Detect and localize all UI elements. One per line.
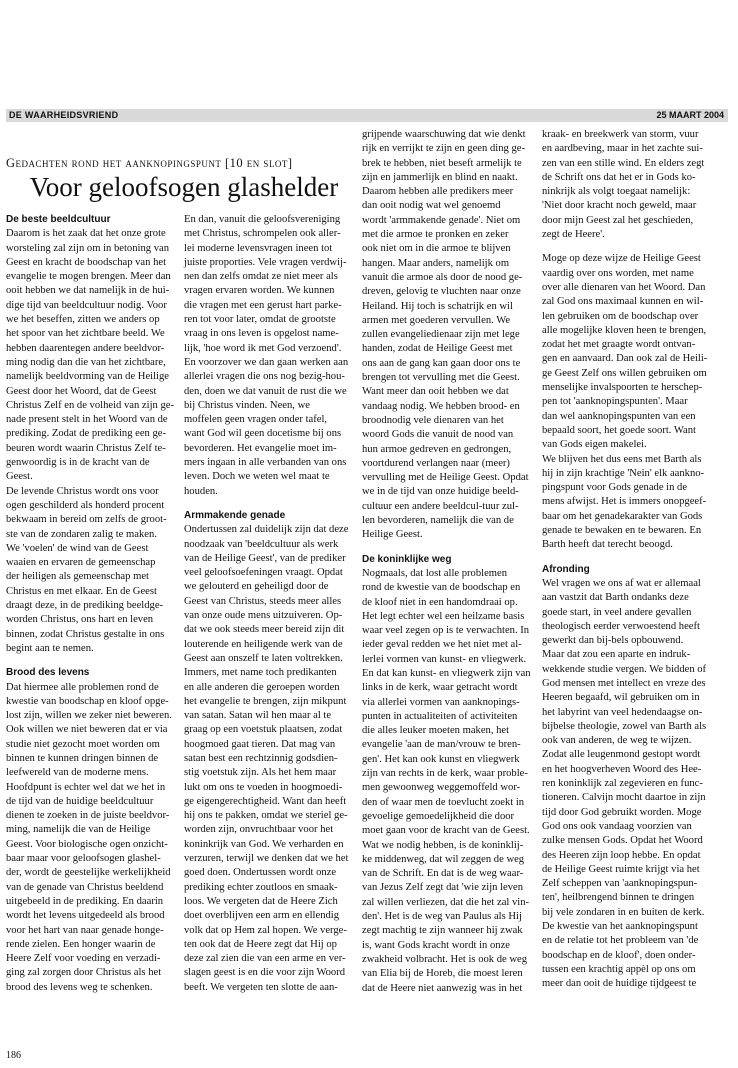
text-line: zal willen verliezen, dat die het zal vin-	[362, 896, 530, 908]
text-line: want God wil geen docetisme bij ons	[184, 428, 342, 440]
text-line: nen dan zelfs omdat ze niet meer als	[184, 271, 338, 283]
text-line: vragen ervaren worden. We kunnen	[184, 285, 335, 297]
text-line: zwakheid volbracht. Het is ook de weg	[362, 953, 528, 965]
text-line: gen'. Het kan ook kunst en vliegwerk	[362, 753, 520, 765]
paragraph	[362, 128, 540, 543]
text-line: den'. Het is de weg van Paulus als Hij	[362, 911, 522, 923]
text-line: alle mogelijke kloven heen te brengen,	[542, 324, 707, 336]
text-line: baar maar voor geloofsogen glashel-	[6, 853, 161, 865]
text-line: noodzaak van 'beeldcultuur als werk	[184, 538, 339, 550]
text-line: bij Christus vinden. Neen, we	[184, 399, 310, 411]
text-line: Heiland. Hij toch is schatrijk en wil	[362, 300, 513, 312]
text-line: ooit hebben we dat namelijk in de hui-	[6, 285, 170, 297]
text-line: tioneren. Calvijn mocht daartoe in zijn	[542, 792, 706, 804]
paragraph	[542, 453, 732, 553]
text-line: ieder geval redden we het niet met al-	[362, 639, 522, 651]
text-line: den, doen we dat vanuit de rust die we	[184, 385, 347, 397]
text-line: lijk, 'hoe word ik met God verzoend'.	[184, 342, 342, 354]
column-1	[6, 213, 178, 995]
text-line: Moge op deze wijze de Heilige Geest	[542, 253, 701, 265]
text-line: bekwaam in bereid om zelfs de groot-	[6, 514, 167, 526]
text-line: en alle anderen die geroepen worden	[184, 681, 340, 693]
text-line: voor het hart van naar genade honge-	[6, 924, 164, 936]
text-line: Het legt echter wel een heilzame basis	[362, 610, 525, 622]
text-line: pingspunt voor Gods genade in de	[542, 482, 688, 494]
text-line: prediking echter zoutloos en smaak-	[184, 881, 338, 893]
text-line: met die armoe te pronken en zeker	[362, 229, 509, 241]
text-line: Heilige Geest.	[362, 529, 423, 541]
text-line: van onze oude mens uitzuiveren. Op-	[184, 610, 343, 622]
text-line: hij ons te pakken, omdat we steriel ge-	[184, 810, 348, 822]
text-line: evangelie te mogen brengen. Meer dan	[6, 271, 171, 283]
text-line: zegt machtig te zijn wanneer hij zwak	[362, 925, 523, 937]
masthead-bar	[6, 109, 728, 122]
subheading-beste-beeldcultuur: De beste beeldcultuur	[6, 214, 111, 225]
text-line: grijpende waarschuwing dat wie denkt	[362, 129, 526, 140]
column-3	[362, 128, 540, 996]
text-line: Geest.	[6, 471, 33, 483]
text-line: We 'voelen' de wind van de Geest	[6, 542, 149, 554]
text-line: wordt het levens uitgedeeld als brood	[6, 910, 165, 922]
paragraph	[6, 681, 178, 996]
paragraph	[184, 523, 360, 995]
text-line: den of waar men de toevlucht zoekt in	[362, 796, 525, 808]
text-line: brengen tot vervulling met die Geest.	[362, 372, 520, 384]
text-line: mers ingaan in alle verbanden van ons	[184, 457, 347, 469]
text-line: ming nodig dan die van het zichtbare,	[6, 356, 166, 368]
text-line: we het beseffen, zitten we anders op	[6, 314, 160, 326]
paragraph	[6, 485, 178, 657]
text-line: pen tot 'aanknopingspunten'. Maar	[542, 396, 688, 408]
text-line: is, want Gods kracht wordt in onze	[362, 939, 510, 951]
text-line: Ook willen we niet beweren dat er via	[6, 724, 168, 736]
text-line: we gelouterd en geheiligd door de	[184, 581, 329, 593]
text-line: Wel vragen we ons af wat er allemaal	[542, 577, 701, 589]
text-line: genade te bewaken en te bewaren. En	[542, 525, 702, 537]
text-line: zullen evangeliedienaar zijn met lege	[362, 329, 520, 341]
text-line: Barth heeft dat terecht beoogd.	[542, 539, 673, 551]
text-line: de tijd van de huidige beeldcultuur	[6, 795, 154, 807]
text-line: gen en aanvaard. Dan ook zal de Heili-	[542, 353, 708, 365]
paragraph	[542, 577, 732, 992]
text-line: Zodat alle leugenmond gestopt wordt	[542, 749, 701, 761]
text-line: stig voetstuk zijn. Als het hem maar	[184, 767, 337, 779]
text-line: leefwereld van de moderne mens.	[6, 767, 149, 779]
text-line: nade present stelt in het Woord van de	[6, 414, 168, 426]
text-line: die vragen met een gerust hart parke-	[184, 299, 342, 311]
text-line: allerlei vragen die ons nog bezig-hou-	[184, 371, 345, 383]
text-line: wordt 'armmakende genade'. Niet om	[362, 214, 521, 226]
text-line: binnen te kunnen dringen binnen de	[6, 752, 159, 764]
text-line: bevorderen. Het evangelie moet im-	[184, 442, 337, 454]
text-line: der, wordt de geestelijke werkelijkheid	[6, 867, 171, 879]
text-line: vanuit die armoe als door de nood ge-	[362, 271, 523, 283]
text-line: de Heilige Geest ruimte krijgt via het	[542, 863, 700, 875]
text-line: God ons ook vandaag voorzien van	[542, 820, 692, 832]
text-line: goede start, in veel andere gevallen	[542, 606, 692, 618]
text-line: Geest door het Woord, dat de Geest	[6, 385, 157, 397]
text-line: door mijn Geest zal het geschieden,	[542, 214, 694, 226]
text-line: Christus Zelf en de volheid van zijn ge-	[6, 399, 174, 411]
text-line: kwestie van boodschap en kloof opge-	[6, 695, 169, 707]
text-line: zijn van rechts in de kerk, waar proble-	[362, 768, 528, 780]
text-line: En dan, vanuit die geloofsvereniging	[184, 214, 341, 225]
text-line: ons aan de gang kan gaan door ons te	[362, 357, 521, 369]
text-line: lukt om ons te voeden in hoogmoedi-	[184, 781, 343, 793]
text-line: over alle dienaren van het Woord. Dan	[542, 281, 706, 293]
text-line: van de genade van Christus beeldend	[6, 881, 164, 893]
text-line: veel geloofsoefeningen vraagt. Opdat	[184, 567, 343, 579]
text-line: ook niet om in die armoe te blijven	[362, 243, 511, 255]
column-2	[184, 213, 360, 995]
text-line: de kloof niet in een handomdraai op.	[362, 596, 518, 608]
paragraph	[184, 213, 360, 499]
text-line: God mensen met intellect en vreze des	[542, 677, 706, 689]
text-line: genwoordig is in de kracht van de	[6, 457, 150, 469]
text-line: dienen te zoeken in de juiste beeldvor-	[6, 810, 170, 822]
text-line: hangen. Maar anders, namelijk om	[362, 257, 510, 269]
text-line: woord Gods die vanuit de nood van	[362, 429, 514, 441]
article-title: Voor geloofsogen glashelder	[29, 172, 339, 202]
text-line: ge eigengerechtigheid. Want dan heeft	[184, 795, 347, 807]
text-line: dan ooit nodig wat wel genoemd	[362, 200, 501, 212]
paragraph	[542, 128, 732, 242]
text-line: ging zal zorgen door Christus als het	[6, 967, 162, 979]
text-line: len gebruiken om de boodschap over	[542, 310, 699, 322]
text-line: bepaald soort, het goede soort. Want	[542, 424, 696, 436]
text-line: hebben daarentegen andere beeldvor-	[6, 342, 165, 354]
subheading-armmakende-genade: Armmakende genade	[184, 509, 286, 521]
text-line: het labyrint van veel hedendaagse on-	[542, 706, 703, 718]
text-line: vervulling met de Heilige Geest. Opdat	[362, 472, 529, 484]
text-line: En voorzover we dan gaan werken aan	[184, 356, 349, 368]
text-line: De levende Christus wordt ons voor	[6, 485, 159, 497]
text-line: loos. We vergeten dat de Heere Zich	[184, 895, 338, 907]
text-line: Daarom hebben alle predikers meer	[362, 186, 514, 198]
text-line: der heiligen als gemeenschap met	[6, 571, 149, 583]
text-line: en aardbeving, maar in het zachte sui-	[542, 143, 703, 155]
text-line: zodat het met graagte wordt ontvan-	[542, 339, 696, 351]
publication-name: DE WAARHEIDSVRIEND	[9, 110, 119, 120]
text-line: Dat hiermee alle problemen rond de	[6, 681, 159, 693]
text-line: zulke mensen Gods. Opdat het Woord	[542, 835, 703, 847]
text-line: prediking. Zodat de prediking een ge-	[6, 428, 167, 440]
text-line: satan best een rechtzinnig godsdien-	[184, 752, 338, 764]
text-line: Christus en met elkaar. En de Geest	[6, 585, 157, 597]
text-line: Wat we nodig hebben, is de koninklij-	[362, 839, 524, 851]
text-line: Heere Zelf voor voeding en verzadi-	[6, 953, 161, 965]
text-line: dige tijd van beeldcultuur nodig. Voor	[6, 299, 167, 311]
text-line: voortdurend verlangen naar (meer)	[362, 457, 510, 469]
text-line: boodschap en de kloof', doen onder-	[542, 949, 696, 961]
text-line: kraak- en breekwerk van storm, vuur	[542, 129, 699, 140]
text-line: zijn en jammerlijk en blind en naakt.	[362, 171, 518, 183]
text-line: Nogmaals, dat lost alle problemen	[362, 567, 508, 579]
text-line: het evangelie te brengen, zijn mikpunt	[184, 695, 347, 707]
text-line: De kwestie van het aanknopingspunt	[542, 921, 698, 933]
text-line: hoogmoed gaat tieren. Dat mag van	[184, 738, 336, 750]
text-line: gewerkt dan bij-bels opbouwend.	[542, 635, 684, 647]
text-line: worsteling zal zijn om in betoning van	[6, 242, 169, 254]
text-line: Geest. Voor biologische ogen onzicht-	[6, 838, 168, 850]
text-line: ren koninklijk zal zegevieren en func-	[542, 778, 703, 790]
subheading-brood-des-levens: Brood des levens	[6, 667, 90, 679]
text-line: broodnodig vele dienaren van het	[362, 414, 504, 426]
text-line: cultuur een andere beeldcul-tuur zul-	[362, 500, 519, 512]
text-line: volk dat op Hem zal hopen. We verge-	[184, 924, 347, 936]
text-line: Zelf scheppen van 'aanknopingspun-	[542, 878, 698, 890]
text-line: dat we ook steeds meer bereid zijn dit	[184, 624, 345, 636]
text-line: uitgebeeld in de prediking. En daarin	[6, 895, 164, 907]
text-line: handen, zodat de Heilige Geest met	[362, 343, 513, 355]
text-line: gevoelige gemoedelijkheid die door	[362, 810, 515, 822]
text-line: houden.	[184, 485, 218, 497]
paragraph	[6, 227, 178, 484]
column-4	[542, 128, 732, 992]
text-line: ren tot voor later, omdat de grootste	[184, 314, 336, 326]
article-kicker: Gedachten rond het aanknopingspunt [10 en slot]	[6, 156, 293, 170]
text-line: armen met goederen vervullen. We	[362, 314, 511, 326]
text-line: hij in zijn krachtige 'Nein' elk aankno-	[542, 467, 705, 479]
text-line: Want meer dan ooit hebben we dat	[362, 386, 509, 398]
text-line: bijbelse theologie, zowel van Barth als	[542, 720, 707, 732]
text-line: waar veel zegen op is te verwachten. In	[362, 625, 530, 637]
text-line: men gewoonweg weggemoffeld wor-	[362, 782, 521, 794]
paragraph	[542, 252, 732, 452]
subheading-afronding: Afronding	[542, 563, 590, 575]
text-line: ook van anderen, de weg te wijzen.	[542, 735, 692, 747]
text-line: ten ook dat de Heere zegt dat Hij op	[184, 938, 337, 950]
text-line: en de relatie tot het probleem van 'de	[542, 935, 699, 947]
text-line: die alles leuker moeten maken, het	[362, 725, 510, 737]
text-line: Heeren begaafd, wil gebruiken om in	[542, 692, 700, 704]
text-line: Daarom is het zaak dat het onze grote	[6, 228, 166, 240]
text-line: lerlei vormen van kunst- en vliegwerk.	[362, 653, 527, 665]
text-line: len bevorderen, namelijk die van de	[362, 515, 514, 527]
text-line: Geest aan onszelf te laten voltrekken.	[184, 652, 343, 664]
text-line: deze zal zien die van een arme en ver-	[184, 953, 346, 965]
text-line: van Elia bij de Horeb, die moest leren	[362, 968, 523, 980]
text-line: aan vastzit dat Barth ondanks deze	[542, 592, 689, 604]
text-line: lei moderne levensvragen ineen tot	[184, 242, 333, 254]
text-line: moet gaan voor de kracht van de Geest.	[362, 825, 530, 837]
text-line: ogen geschilderd als honderd procent	[6, 499, 165, 511]
text-line: graag op een voetstuk plaatsen, zodat	[184, 724, 343, 736]
text-line: worden Christus, ons hart en leven	[6, 614, 154, 626]
text-line: bij vele zondaren in en buiten de kerk.	[542, 906, 705, 918]
text-line: rond de kwestie van de boodschap en	[362, 582, 521, 594]
text-line: begint aan te nemen.	[6, 642, 94, 654]
text-line: brek te hebben, niet beseft armelijk te	[362, 157, 522, 169]
issue-date: 25 MAART 2004	[656, 110, 724, 120]
text-line: lost zijn, willen we zeker niet beweren.	[6, 710, 172, 722]
text-line: koninkrijk van God. We verharden en	[184, 838, 344, 850]
text-line: meer dan ooit de huidige tijdgeest te	[542, 978, 697, 990]
text-line: ten', heilbrengend binnen te dringen	[542, 892, 695, 904]
text-line: baar om het genadekarakter van Gods	[542, 510, 703, 522]
text-line: Maar dat zou een aparte en indruk-	[542, 649, 691, 661]
text-line: wekkende studie vergen. We bidden of	[542, 663, 707, 675]
text-line: menselijke invalspoorten te herschep-	[542, 382, 703, 394]
paragraph	[362, 567, 540, 996]
text-line: Geest en kracht de boodschap van het	[6, 256, 167, 268]
text-line: Hoofdpunt is echter wel dat we het in	[6, 781, 166, 793]
text-line: verzuren, terwijl we denken dat we het	[184, 853, 349, 865]
text-line: beuren wordt waarin Christus Zelf te-	[6, 442, 166, 454]
text-line: we in de tijd van onze huidige beeld-	[362, 486, 519, 498]
text-line: doet overblijven een arm en ellendig	[184, 910, 340, 922]
text-line: ge Geest Zelf ons willen gebruiken om	[542, 367, 707, 379]
text-line: slagen geest is en die voor zijn Woord	[184, 967, 346, 979]
text-line: rijk en verrijkt te zijn en geen ding ge-	[362, 143, 525, 155]
page-number: 186	[6, 1050, 21, 1061]
text-line: Geest van Christus, steeds meer alles	[184, 595, 342, 607]
text-line: dat de Heere niet aanwezig was in het	[362, 982, 523, 994]
text-line: van satan. Satan wil hen maar al te	[184, 710, 332, 722]
text-line: louterende en heiligende werk van de	[184, 638, 343, 650]
text-line: Ondertussen zal duidelijk zijn dat deze	[184, 524, 349, 536]
text-line: tussen een krachtig appèl op ons om	[542, 963, 696, 975]
text-line: zal God ons maximaal kunnen en wil-	[542, 296, 704, 308]
text-line: met Christus, schrompelen ook aller-	[184, 228, 341, 240]
text-line: mens afwijst. Het is immers onopgeef-	[542, 496, 707, 508]
text-line: ninkrijk als volgt toegaat namelijk:	[542, 186, 691, 198]
text-line: beeft. We vergeten ten slotte de aan-	[184, 981, 338, 993]
text-line: dreven, gelovig te vluchten naar onze	[362, 286, 521, 298]
text-line: van Gods eigen makelei.	[542, 439, 647, 451]
text-line: waaien en ervaren de gemeenschap	[6, 557, 156, 569]
text-line: 'Niet door kracht noch geweld, maar	[542, 200, 697, 212]
text-line: de Schrift ons dat het er in Gods ko-	[542, 171, 696, 183]
text-line: punten in actualiteiten of activiteiten	[362, 710, 518, 722]
text-line: En dat kan kunst- en vliegwerk zijn van	[362, 667, 531, 679]
text-line: zen van een stille wind. En elders zegt	[542, 157, 705, 169]
text-line: des Heeren zijn loop hebbe. En opdat	[542, 849, 701, 861]
text-line: goed doen. Ondertussen wordt onze	[184, 867, 337, 879]
text-line: theologisch eerder verwoestend heeft	[542, 620, 700, 632]
text-line: en het hoogverheven Woord des Hee-	[542, 763, 702, 775]
text-line: dan wel aanknopingspunten van een	[542, 410, 696, 422]
text-line: ste van de zondaren zalig te maken.	[6, 528, 157, 540]
text-line: zegt de Heere'.	[542, 229, 605, 241]
text-line: vandaag nodig. We hebben brood- en	[362, 400, 520, 412]
text-line: van de Heilige Geest', van de prediker	[184, 552, 346, 564]
text-line: het spoor van het zichtbare beeld. We	[6, 328, 165, 340]
text-line: We blijven het dus eens met Barth als	[542, 453, 702, 465]
text-line: draagt deze, in de prediking beeldge-	[6, 600, 164, 612]
text-line: moffelen geen vragen onder tafel,	[184, 414, 328, 426]
text-line: van de Schrift. En dat is de weg waar-	[362, 868, 524, 880]
text-line: evangelie 'aan de man/vrouw te bren-	[362, 739, 521, 751]
text-line: brood des levens weg te schenken.	[6, 981, 153, 993]
text-line: via allerlei vormen van aanknopings-	[362, 696, 520, 708]
text-line: van Jezus Zelf zegt dat 'wie zijn leven	[362, 882, 524, 894]
text-line: links in de kerk, waar getracht wordt	[362, 682, 518, 694]
subheading-koninklijke-weg: De koninklijke weg	[362, 553, 452, 565]
text-line: worden zijn, onvruchtbaar voor het	[184, 824, 334, 836]
text-line: hun armoe gedreven en gedrongen,	[362, 443, 512, 455]
text-line: studie niet gezocht moet worden om	[6, 738, 160, 750]
text-line: binnen, zodat Christus gestalte in ons	[6, 628, 165, 640]
text-line: rende zielen. Een honger waarin de	[6, 938, 156, 950]
text-line: leven. Doch we weten wel maat te	[184, 471, 330, 483]
text-line: ke middenweg, dat wil zeggen de weg	[362, 853, 525, 865]
text-line: tijd door God gebruikt worden. Moge	[542, 806, 702, 818]
text-line: juiste proporties. Vele vragen verdwij-	[184, 256, 347, 268]
text-line: namelijk beeldvorming van de Heilige	[6, 371, 169, 383]
text-line: vaardig over ons worden, met name	[542, 267, 694, 279]
text-line: vraag in ons leven is opgelost name-	[184, 328, 339, 340]
text-line: Immers, met name toch predikanten	[184, 667, 337, 679]
text-line: ming, namelijk die van de Heilige	[6, 824, 151, 836]
